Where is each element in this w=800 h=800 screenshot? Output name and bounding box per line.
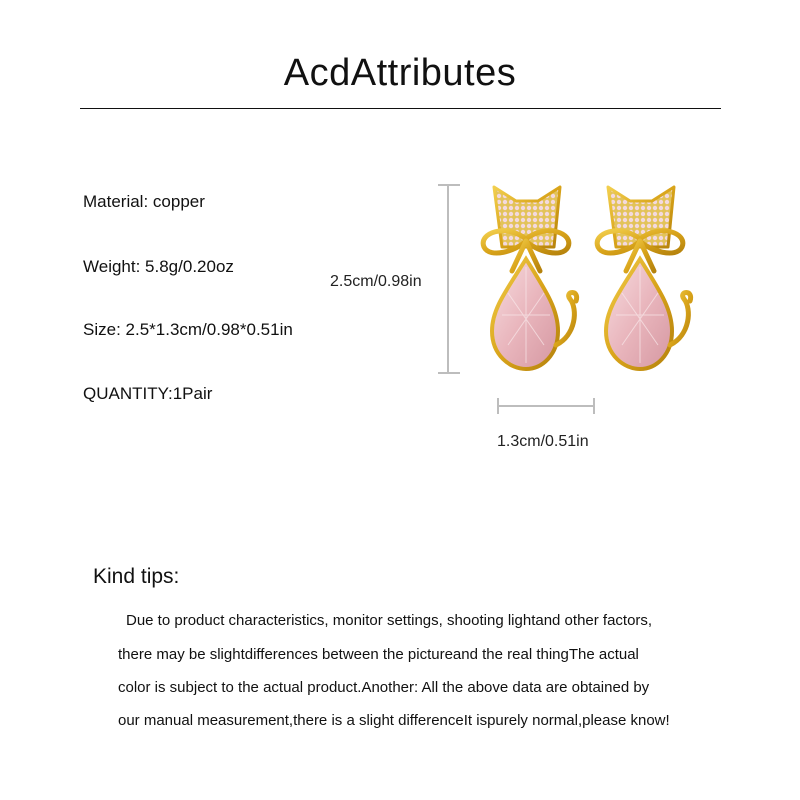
spec-size: Size: 2.5*1.3cm/0.98*0.51in	[83, 320, 293, 339]
height-dimension-label: 2.5cm/0.98in	[330, 273, 422, 290]
tip-line: our manual measurement,there is a slight differenceIt ispurely normal,please know!	[118, 712, 670, 729]
spec-quantity: QUANTITY:1Pair	[83, 384, 213, 403]
tip-line: color is subject to the actual product.Another: All the above data are obtained by	[118, 679, 650, 696]
width-dimension-label: 1.3cm/0.51in	[497, 433, 589, 450]
height-ruler	[438, 185, 460, 373]
product-image	[430, 175, 720, 435]
kind-tips-heading: Kind tips:	[93, 565, 180, 588]
spec-weight: Weight: 5.8g/0.20oz	[83, 257, 234, 276]
left-earring	[483, 187, 576, 369]
right-earring	[597, 187, 690, 369]
spec-material: Material: copper	[83, 192, 205, 211]
title-divider	[80, 108, 721, 109]
width-ruler	[498, 398, 594, 414]
tip-line: there may be slightdifferences between the pictureand the real thingThe actual	[118, 646, 639, 663]
page-title: AcdAttributes	[283, 52, 517, 94]
tip-line: Due to product characteristics, monitor settings, shooting lightand other factors,	[126, 612, 653, 629]
